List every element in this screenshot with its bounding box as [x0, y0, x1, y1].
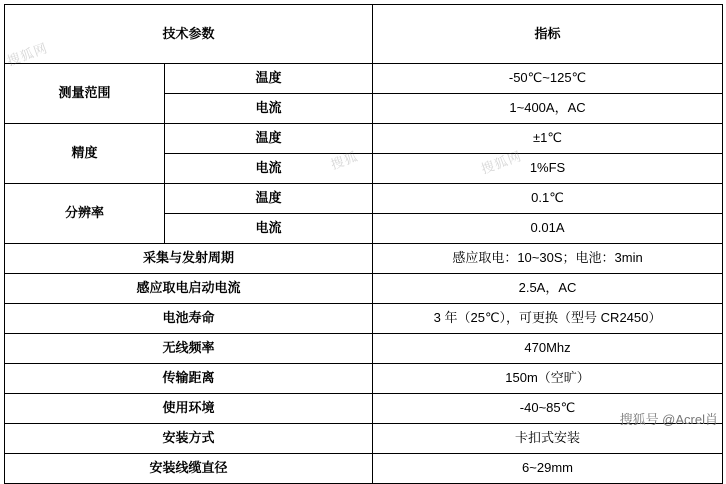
- value-cell: 3 年（25℃），可更换（型号 CR2450）: [373, 304, 723, 334]
- group-label-measure-range: 测量范围: [5, 64, 165, 124]
- sub-label: 电流: [165, 214, 373, 244]
- value-cell: 470Mhz: [373, 334, 723, 364]
- table-row: [5, 364, 723, 394]
- header-cell-parameter: 技术参数: [5, 5, 373, 64]
- row-label: 采集与发射周期: [5, 244, 373, 274]
- sub-label: 电流: [165, 94, 373, 124]
- watermark-text: 搜狐网: [479, 148, 524, 177]
- source-account-mark: 搜狐号 @Acrel肖: [619, 412, 718, 427]
- sub-label: 温度: [165, 124, 373, 154]
- table-row: [5, 64, 723, 94]
- value-cell: 1~400A，AC: [373, 94, 723, 124]
- value-cell: -50℃~125℃: [373, 64, 723, 94]
- group-label-resolution: 分辨率: [5, 184, 165, 244]
- value-cell: 0.01A: [373, 214, 723, 244]
- row-label: 传输距离: [5, 364, 373, 394]
- table-row: [5, 184, 723, 214]
- specification-table: [4, 4, 723, 484]
- value-cell: 0.1℃: [373, 184, 723, 214]
- value-cell: 卡扣式安装: [373, 424, 723, 454]
- row-label: 安装方式: [5, 424, 373, 454]
- sub-label: 温度: [165, 64, 373, 94]
- table-row: [5, 424, 723, 454]
- value-cell: 1%FS: [373, 154, 723, 184]
- row-label: 电池寿命: [5, 304, 373, 334]
- table-row: [5, 334, 723, 364]
- table-row: [5, 274, 723, 304]
- table-row: [5, 454, 723, 484]
- watermark-text: 搜狐: [328, 148, 361, 173]
- table-header-row: [5, 5, 723, 64]
- header-cell-index: 指标: [373, 5, 723, 64]
- value-cell: 150m（空旷）: [373, 364, 723, 394]
- row-label: 无线频率: [5, 334, 373, 364]
- sub-label: 电流: [165, 154, 373, 184]
- value-cell: -40~85℃: [373, 394, 723, 424]
- group-label-accuracy: 精度: [5, 124, 165, 184]
- row-label: 安装线缆直径: [5, 454, 373, 484]
- value-cell: 感应取电：10~30S；电池：3min: [373, 244, 723, 274]
- sub-label: 温度: [165, 184, 373, 214]
- table-row: [5, 124, 723, 154]
- value-cell: ±1℃: [373, 124, 723, 154]
- row-label: 使用环境: [5, 394, 373, 424]
- table-row: [5, 394, 723, 424]
- table-row: [5, 244, 723, 274]
- row-label: 感应取电启动电流: [5, 274, 373, 304]
- value-cell: 6~29mm: [373, 454, 723, 484]
- watermark-text: 搜狐网: [5, 40, 50, 69]
- table-row: [5, 304, 723, 334]
- value-cell: 2.5A，AC: [373, 274, 723, 304]
